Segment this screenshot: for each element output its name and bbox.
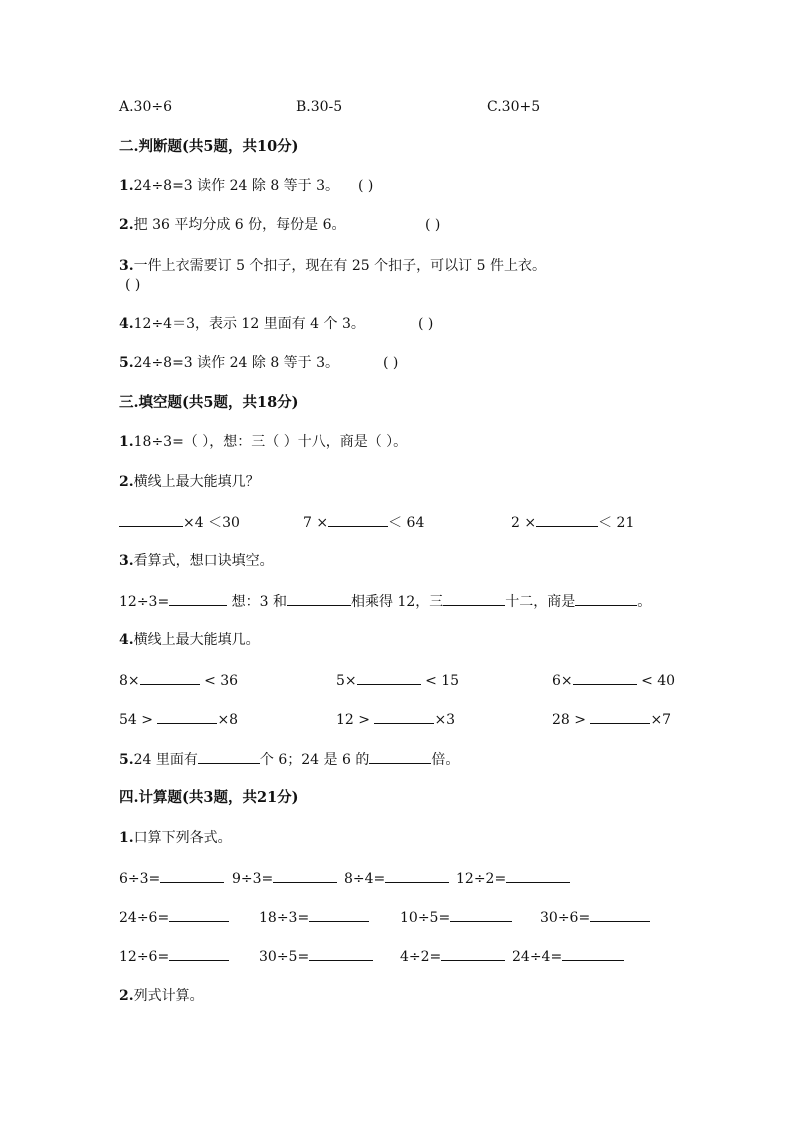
calc-expr: 18÷3= [259, 910, 310, 926]
s3-q1 [119, 433, 407, 451]
item-text: 18÷3=（ ），想：三（ ）十八，商是（ ）。 [133, 434, 408, 450]
expr-pre: 2 × [511, 515, 537, 531]
s3-q4-r1-1 [119, 671, 238, 690]
answer-blank[interactable] [169, 908, 229, 922]
s3-q2-expr-1 [119, 513, 240, 532]
calc-expr: 12÷6= [119, 949, 170, 965]
answer-blank[interactable] [160, 869, 224, 883]
item-text: 横线上最大能填几。 [133, 632, 260, 648]
s3-q4-r2-3 [552, 710, 671, 729]
s3-q5 [119, 750, 459, 769]
q3-part: 12÷3= [119, 594, 170, 610]
calc-expr: 9÷3= [232, 871, 274, 887]
item-number: 1. [119, 178, 134, 194]
answer-blank[interactable] [328, 513, 388, 527]
q3-part: 。 [637, 594, 652, 610]
item-text: 把 36 平均分成 6 份，每份是 6。 [133, 217, 346, 233]
calc-r3-3 [400, 947, 505, 966]
item-text: 看算式，想口诀填空。 [133, 553, 274, 569]
expr-post: ×3 [434, 712, 456, 728]
calc-expr: 8÷4= [344, 871, 386, 887]
answer-blank[interactable] [140, 671, 200, 685]
expr-pre: 5× [336, 673, 357, 689]
item-number: 1. [119, 434, 134, 450]
choice-a: A.30÷6 [119, 99, 173, 115]
answer-blank[interactable] [590, 710, 650, 724]
item-text: 24÷8=3 读作 24 除 8 等于 3。 [133, 178, 340, 194]
s2-item-3 [119, 257, 546, 275]
s3-q2-expr-2 [303, 513, 424, 532]
expr-pre: 7 × [303, 515, 329, 531]
calc-r2-3 [400, 908, 512, 927]
item-number: 3. [119, 553, 134, 569]
q5-part: 倍。 [431, 752, 460, 768]
s2-item-1 [119, 177, 339, 195]
s4-q1 [119, 829, 232, 847]
expr-pre: 12 > [336, 712, 370, 728]
expr-post: ＜ 64 [388, 515, 425, 531]
answer-blank[interactable] [385, 869, 449, 883]
calc-r1-3 [344, 869, 449, 888]
answer-blank[interactable] [157, 710, 217, 724]
s3-q3 [119, 552, 274, 570]
item-number: 4. [119, 632, 134, 648]
expr-post: ×7 [650, 712, 672, 728]
calc-r3-1 [119, 947, 229, 966]
s4-q2 [119, 987, 204, 1005]
section4-title: 四.计算题(共3题，共21分) [119, 789, 299, 806]
s2-item-4-paren: ( ) [418, 316, 434, 332]
answer-blank[interactable] [357, 671, 421, 685]
q3-part: 相乘得 12，三 [351, 594, 444, 610]
calc-expr: 12÷2= [456, 871, 507, 887]
s2-item-4 [119, 315, 365, 333]
item-text: 横线上最大能填几？ [133, 474, 260, 490]
s2-item-1-paren: ( ) [358, 178, 374, 194]
section3-title: 三.填空题(共5题，共18分) [119, 394, 299, 411]
item-number: 1. [119, 830, 134, 846]
calc-r2-1 [119, 908, 229, 927]
item-text: 12÷4＝3，表示 12 里面有 4 个 3。 [133, 316, 365, 332]
calc-r1-4 [456, 869, 570, 888]
s2-item-2 [119, 216, 346, 234]
answer-blank[interactable] [309, 947, 373, 961]
expr-post: ×4 ＜30 [183, 515, 240, 531]
expr-post: < 36 [204, 673, 239, 689]
s3-q4-r2-1 [119, 710, 238, 729]
expr-post: ＜ 21 [598, 515, 635, 531]
item-text: 列式计算。 [133, 988, 204, 1004]
answer-blank[interactable] [198, 750, 260, 764]
choice-c: C.30+5 [487, 99, 541, 115]
q3-part: 十二，商是 [505, 594, 576, 610]
expr-post: < 15 [425, 673, 460, 689]
calc-r1-1 [119, 869, 224, 888]
expr-post: < 40 [641, 673, 676, 689]
expr-pre: 28 > [552, 712, 586, 728]
s3-q4-r1-2 [336, 671, 459, 690]
q3-part: 想：3 和 [231, 594, 287, 610]
item-number: 4. [119, 316, 134, 332]
expr-pre: 6× [552, 673, 573, 689]
answer-blank[interactable] [273, 869, 337, 883]
item-number: 5. [119, 752, 134, 768]
s2-item-5 [119, 354, 339, 372]
item-number: 3. [119, 258, 134, 274]
answer-blank[interactable] [369, 750, 431, 764]
item-text: 一件上衣需要订 5 个扣子，现在有 25 个扣子，可以订 5 件上衣。 [133, 258, 546, 274]
expr-pre: 54 > [119, 712, 153, 728]
answer-blank[interactable] [443, 592, 505, 606]
item-number: 2. [119, 474, 134, 490]
calc-expr: 4÷2= [400, 949, 442, 965]
item-number: 2. [119, 988, 134, 1004]
answer-blank[interactable] [169, 592, 227, 606]
answer-blank[interactable] [562, 947, 624, 961]
answer-blank[interactable] [441, 947, 505, 961]
calc-expr: 10÷5= [400, 910, 451, 926]
calc-r3-2 [259, 947, 373, 966]
s3-q3-line [119, 592, 651, 611]
s3-q2 [119, 473, 260, 491]
calc-r2-4 [540, 908, 650, 927]
expr-post: ×8 [217, 712, 239, 728]
choice-b: B.30-5 [296, 99, 343, 115]
s2-item-2-paren: ( ) [425, 217, 441, 233]
calc-expr: 30÷5= [259, 949, 310, 965]
calc-r3-4 [512, 947, 624, 966]
calc-expr: 24÷6= [119, 910, 170, 926]
item-text: 口算下列各式。 [133, 830, 232, 846]
answer-blank[interactable] [119, 513, 183, 527]
item-number: 5. [119, 355, 134, 371]
answer-blank[interactable] [575, 592, 637, 606]
calc-r1-2 [232, 869, 337, 888]
expr-pre: 8× [119, 673, 140, 689]
calc-expr: 30÷6= [540, 910, 591, 926]
s2-item-5-paren: ( ) [383, 355, 399, 371]
answer-blank[interactable] [450, 908, 512, 922]
calc-r2-2 [259, 908, 369, 927]
answer-blank[interactable] [309, 908, 369, 922]
s2-item-3-paren: ( ) [125, 277, 141, 293]
answer-blank[interactable] [287, 592, 351, 606]
answer-blank[interactable] [506, 869, 570, 883]
s3-q4-r1-3 [552, 671, 675, 690]
calc-expr: 24÷4= [512, 949, 563, 965]
q5-part: 个 6；24 是 6 的 [259, 752, 370, 768]
answer-blank[interactable] [536, 513, 598, 527]
item-number: 2. [119, 217, 134, 233]
section2-title: 二.判断题(共5题，共10分) [119, 138, 299, 155]
s3-q4 [119, 631, 260, 649]
q5-part: 24 里面有 [133, 752, 198, 768]
s3-q4-r2-2 [336, 710, 455, 729]
answer-blank[interactable] [573, 671, 637, 685]
answer-blank[interactable] [169, 947, 229, 961]
calc-expr: 6÷3= [119, 871, 161, 887]
s3-q2-expr-3 [511, 513, 634, 532]
answer-blank[interactable] [590, 908, 650, 922]
item-text: 24÷8=3 读作 24 除 8 等于 3。 [133, 355, 340, 371]
answer-blank[interactable] [374, 710, 434, 724]
